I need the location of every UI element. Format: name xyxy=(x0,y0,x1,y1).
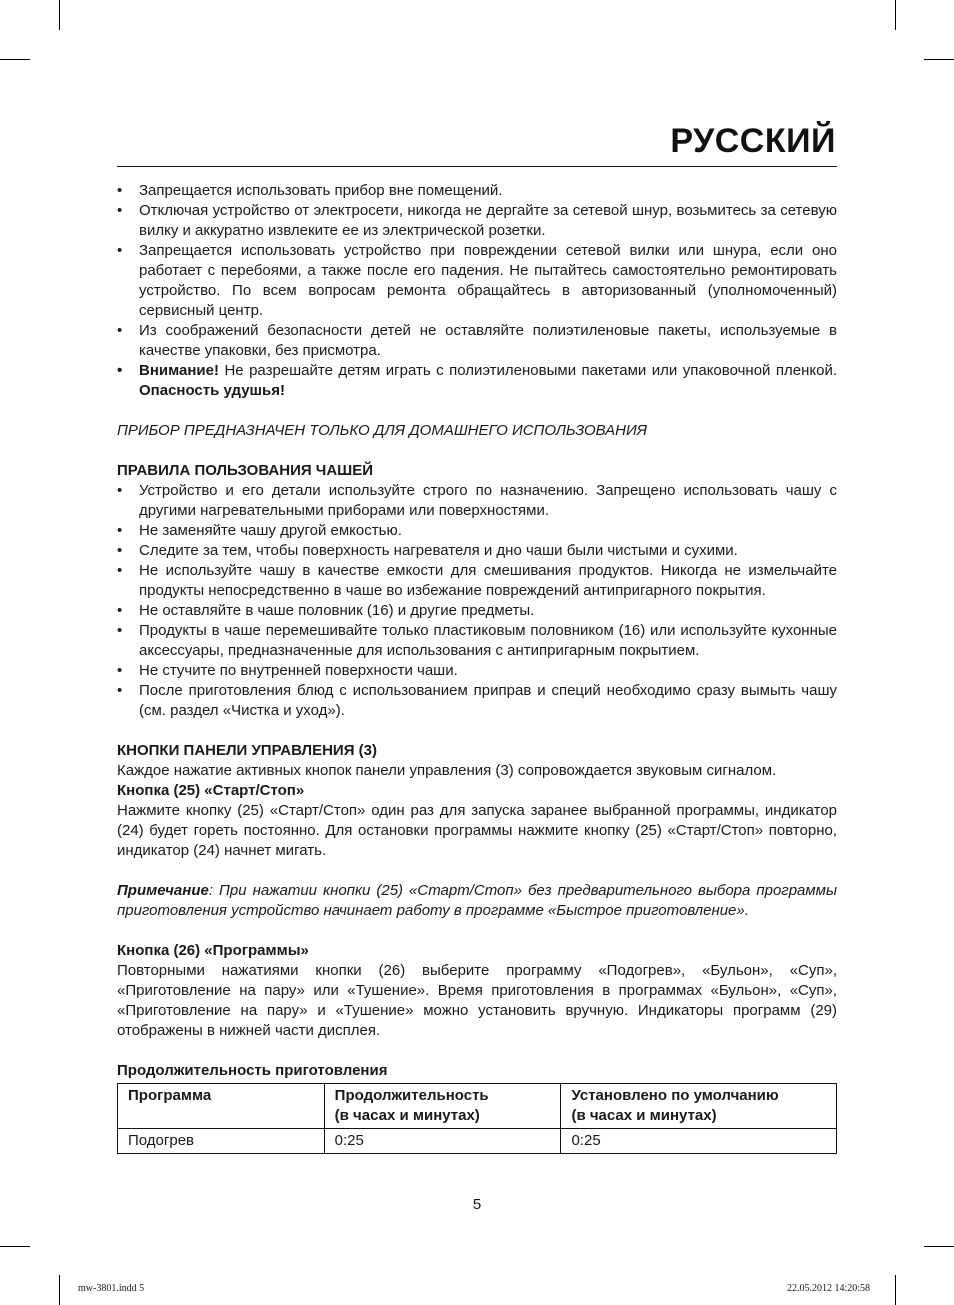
start-stop-heading: Кнопка (25) «Старт/Стоп» xyxy=(117,782,305,799)
list-item: • Следите за тем, чтобы поверхность нагревателя и дно чаши были чистыми и сухими. xyxy=(117,541,837,561)
list-item: • Запрещается использовать прибор вне помещений. xyxy=(117,181,837,201)
section-heading-bowl-rules: ПРАВИЛА ПОЛЬЗОВАНИЯ ЧАШЕЙ xyxy=(117,462,374,479)
list-item: • Продукты в чаше перемешивайте только пластиковым половником (16) или используйте кухонные аксессуары, предназначенные для использования с антипригарным покрытием. xyxy=(117,621,837,661)
programs-heading: Кнопка (26) «Программы» xyxy=(117,942,309,959)
table-cell: Подогрев xyxy=(118,1129,325,1154)
list-item: • Устройство и его детали используйте строго по назначению. Запрещено использовать чашу с другими нагревательными приборами или поверхностями. xyxy=(117,481,837,521)
table-row xyxy=(118,1129,837,1154)
list-item: • Из соображений безопасности детей не оставляйте полиэтиленовые пакеты, используемые в качестве упаковки, без присмотра. xyxy=(117,321,837,361)
table-header-row xyxy=(118,1084,837,1129)
list-item: • Не оставляйте в чаше половник (16) и другие предметы. xyxy=(117,601,837,621)
list-item: • Не используйте чашу в качестве емкости для смешивания продуктов. Никогда не измельчайте продукты непосредственно в чаше во избежание повреждений антипригарного покрытия. xyxy=(117,561,837,601)
page-title: РУССКИЙ xyxy=(670,122,836,160)
print-file-label: mw-3801.indd 5 xyxy=(78,1283,145,1294)
control-panel-intro: Каждое нажатие активных кнопок панели управления (3) сопровождается звуковым сигналом. xyxy=(117,762,777,779)
page-number: 5 xyxy=(472,1196,482,1213)
crop-mark xyxy=(895,1275,896,1305)
household-note: ПРИБОР ПРЕДНАЗНАЧЕН ТОЛЬКО ДЛЯ ДОМАШНЕГО ИСПОЛЬЗОВАНИЯ xyxy=(117,422,647,439)
crop-mark xyxy=(59,0,60,30)
crop-mark xyxy=(895,0,896,30)
list-item: • Не заменяйте чашу другой емкостью. xyxy=(117,521,837,541)
list-item: • Запрещается использовать устройство при повреждении сетевой вилки или шнура, если оно работает с перебоями, а также после его падения. Не пытайтесь самостоятельно ремонтировать устройство. По всем вопросам ремонта обращайтесь в авторизованный (уполномоченный) сервисный центр. xyxy=(117,241,837,321)
crop-mark xyxy=(924,59,954,60)
programs-text: Повторными нажатиями кнопки (26) выберите программу «Подогрев», «Бульон», «Суп», «Приготовление на пару» или «Тушение». Время приготовления в программах «Бульон», «Суп», «Приготовление на пару» и «Тушение» можно установить вручную. Индикаторы программ (29) отображены в нижней части дисплея. xyxy=(117,962,837,1039)
note-text: : При нажатии кнопки (25) «Старт/Стоп» без предварительного выбора программы приготовления устройство начинает работу в программе «Быстрое приготовление». xyxy=(117,882,837,919)
duration-table xyxy=(117,1083,837,1154)
crop-mark xyxy=(59,1275,60,1305)
bowl-rules-list xyxy=(117,481,837,721)
list-item: • Отключая устройство от электросети, никогда не дергайте за сетевой шнур, возьмитесь за сетевую вилку и аккуратно извлеките ее из электрической розетки. xyxy=(117,201,837,241)
page-content xyxy=(117,181,837,1154)
section-heading-control-panel: КНОПКИ ПАНЕЛИ УПРАВЛЕНИЯ (3) xyxy=(117,742,377,759)
warning-label: Внимание! xyxy=(139,362,219,379)
crop-mark xyxy=(0,1246,30,1247)
list-item: • После приготовления блюд с использованием приправ и специй необходимо сразу вымыть чашу (см. раздел «Чистка и уход»). xyxy=(117,681,837,721)
title-divider xyxy=(117,166,837,167)
safety-list xyxy=(117,181,837,401)
table-cell: 0:25 xyxy=(324,1129,561,1154)
column-header-default: Установлено по умолчанию (в часах и минутах) xyxy=(561,1084,837,1129)
crop-mark xyxy=(0,59,30,60)
table-caption: Продолжительность приготовления xyxy=(117,1062,388,1079)
warning-text: Не разрешайте детям играть с полиэтиленовыми пакетами или упаковочной пленкой. xyxy=(218,362,837,379)
crop-mark xyxy=(924,1246,954,1247)
table-cell: 0:25 xyxy=(561,1129,837,1154)
column-header-duration: Продолжительность (в часах и минутах) xyxy=(324,1084,561,1129)
warning-tail: Опасность удушья! xyxy=(139,382,286,399)
note-paragraph xyxy=(117,881,837,921)
list-item: • Не стучите по внутренней поверхности чаши. xyxy=(117,661,837,681)
note-label: Примечание xyxy=(117,882,209,899)
print-datetime: 22.05.2012 14:20:58 xyxy=(786,1283,870,1294)
list-item-warning xyxy=(117,361,837,401)
column-header-program: Программа xyxy=(118,1084,325,1129)
start-stop-text: Нажмите кнопку (25) «Старт/Стоп» один раз для запуска заранее выбранной программы, индикатор (24) будет гореть постоянно. Для остановки программы нажмите кнопку (25) «Старт/Стоп» повторно, индикатор (24) начнет мигать. xyxy=(117,802,837,859)
